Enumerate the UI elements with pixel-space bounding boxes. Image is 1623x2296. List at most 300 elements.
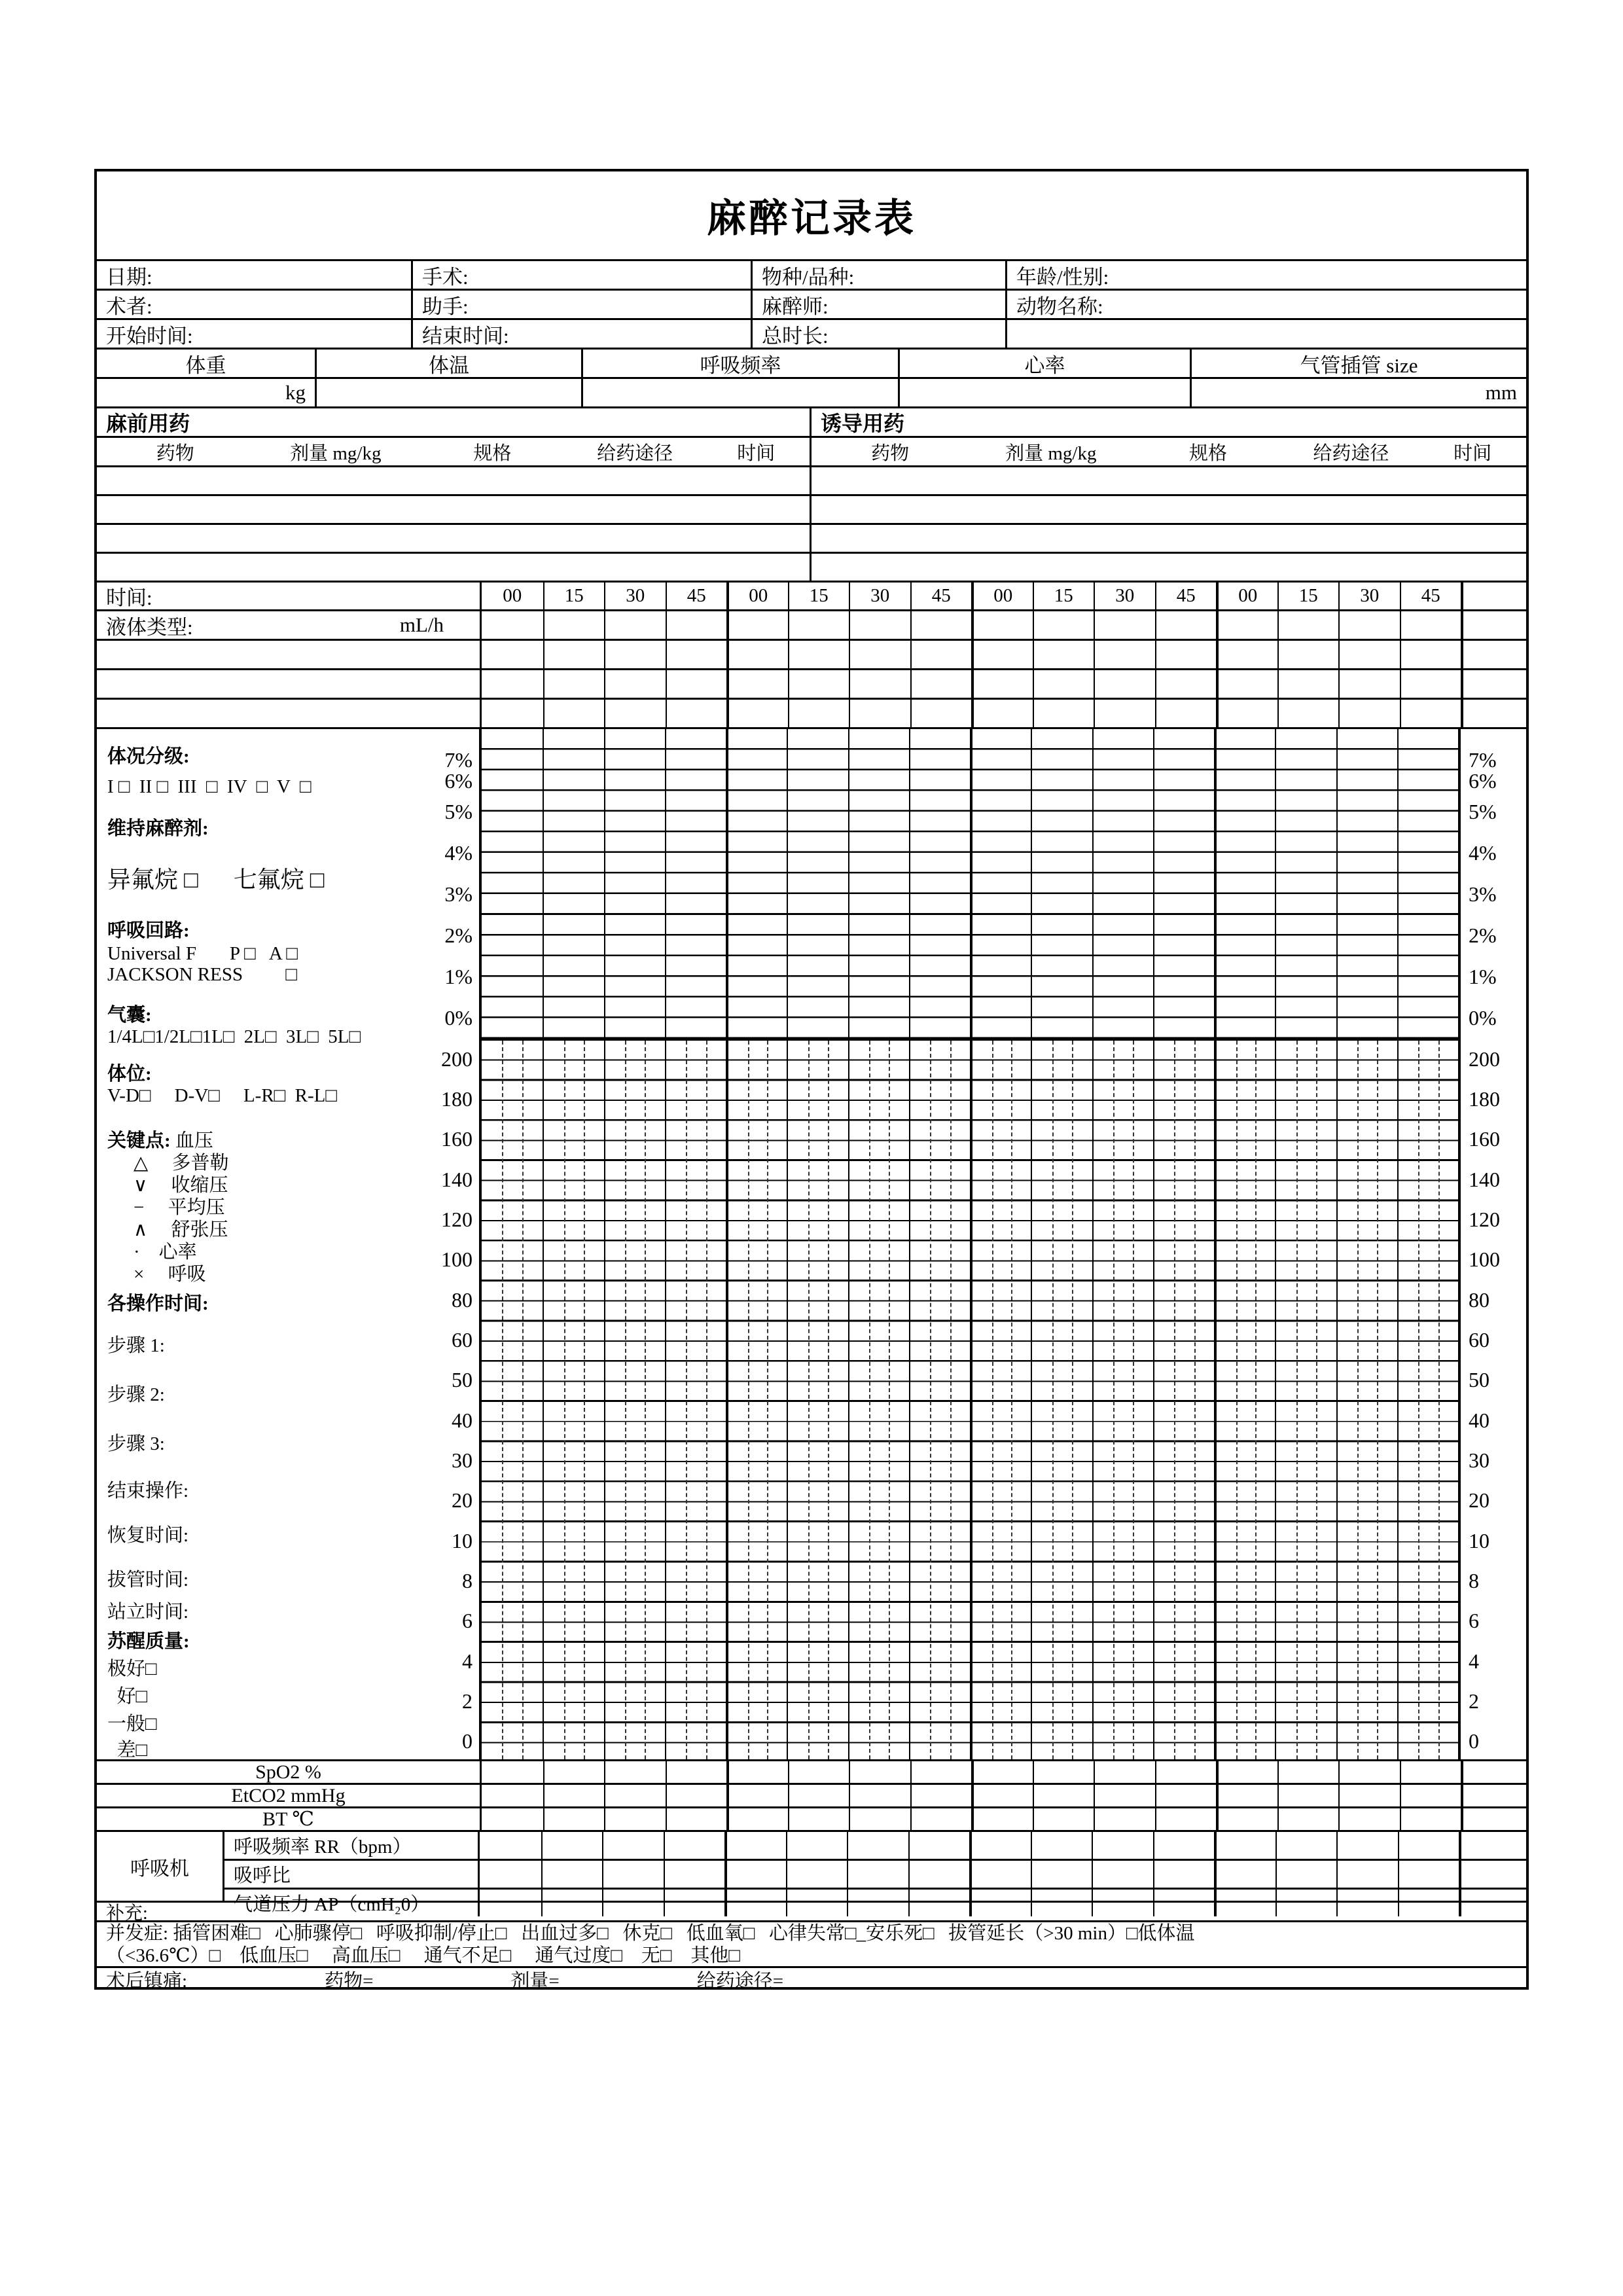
chart-grid-column — [665, 1041, 726, 1759]
chart-grid-column — [604, 729, 665, 1039]
end-op-label: 结束操作: — [107, 1480, 189, 1501]
legend-item: · 心率 — [134, 1242, 197, 1263]
chart-grid-column — [787, 729, 847, 1039]
monitoring-chart — [97, 729, 1526, 1761]
temperature-header: 体温 — [317, 350, 583, 377]
timeline-cell — [1400, 670, 1461, 698]
fluid-cell — [604, 611, 666, 639]
chart-grid-column — [543, 729, 603, 1039]
fluid-cell — [726, 611, 788, 639]
premed-columns — [97, 438, 812, 465]
percent-scale-label: 0% — [444, 1006, 473, 1030]
time-cell: 00 — [971, 583, 1033, 609]
vitals-scale-label: 20 — [1469, 1488, 1489, 1513]
vent-ie-cell — [1214, 1861, 1275, 1888]
chart-grid-column — [1153, 1041, 1214, 1759]
heart-rate-header: 心率 — [900, 350, 1192, 377]
spo2-cell — [910, 1761, 972, 1783]
spo2-cell — [1155, 1761, 1217, 1783]
vent-rr-cell — [1092, 1832, 1153, 1859]
induction-column-header: 规格 — [1189, 442, 1228, 464]
chart-grid-column — [604, 1041, 665, 1759]
legend-items — [107, 1152, 229, 1285]
timeline-cell — [1033, 641, 1094, 668]
percent-scale-label: 6% — [444, 769, 473, 793]
step3-label: 步骤 3: — [107, 1433, 165, 1454]
maintenance-label: 维持麻醉剂: — [107, 818, 209, 839]
timeline-cell — [849, 670, 910, 698]
premed-column-header: 剂量 mg/kg — [290, 442, 382, 464]
vent-rr-cell — [1031, 1832, 1092, 1859]
timeline-cell — [726, 670, 788, 698]
timeline-cell — [726, 700, 788, 727]
vent-ie-cell — [1031, 1861, 1092, 1888]
legend-item: △ 多普勒 — [134, 1153, 229, 1174]
time-cell: 00 — [726, 583, 788, 609]
chart-grids — [482, 729, 1458, 1759]
vitals-scale-label: 140 — [1469, 1167, 1500, 1191]
timeline-cell — [604, 641, 666, 668]
chart-grid-column — [1275, 1041, 1336, 1759]
time-cells — [482, 583, 1526, 609]
bt-cell — [1461, 1808, 1526, 1830]
vent-ie-cell — [480, 1861, 541, 1888]
grade-options: I □ II □ III □ IV □ V □ — [107, 776, 312, 797]
fluid-cell — [1155, 611, 1217, 639]
recovery-time-label: 恢复时间: — [107, 1525, 189, 1546]
time-cell: 15 — [1033, 583, 1094, 609]
legend-item: − 平均压 — [134, 1197, 225, 1218]
chart-sidebar — [97, 729, 482, 1759]
page-title: 麻醉记录表 — [707, 197, 916, 240]
bag-label: 气囊: — [107, 1005, 152, 1026]
induction-header-cell — [812, 408, 1526, 436]
etco2-cell — [543, 1785, 605, 1806]
etco2-cell — [849, 1785, 910, 1806]
drug-row-3 — [97, 525, 1526, 554]
vitals-scale-label: 0 — [1469, 1729, 1479, 1753]
species-field: 物种/品种: — [753, 261, 1007, 289]
etco2-cell — [604, 1785, 666, 1806]
chart-grid-column — [848, 1041, 909, 1759]
grade-label: 体况分级: — [107, 746, 190, 767]
percent-scale-label: 2% — [444, 924, 473, 947]
fluid-cell — [849, 611, 910, 639]
empty-label-cell — [97, 641, 482, 668]
timeline-cell — [482, 700, 543, 727]
med-section-header — [97, 408, 1526, 438]
spo2-cell — [726, 1761, 788, 1783]
timeline-cell — [1338, 700, 1400, 727]
timeline-cell — [604, 700, 666, 727]
percent-scale-label: 7% — [444, 748, 473, 772]
etco2-cell — [1338, 1785, 1400, 1806]
circuit-option-jackson: JACKSON RESS □ — [107, 964, 297, 985]
percent-scale-label: 4% — [1469, 841, 1497, 865]
chart-grid-column — [909, 1041, 970, 1759]
induction-column-header: 药物 — [871, 442, 910, 464]
timeline-cell — [1277, 670, 1339, 698]
induction-entry-cell — [812, 496, 1526, 523]
vent-ie-label: 吸呼比 — [224, 1861, 480, 1888]
animal-name-field: 动物名称: — [1016, 295, 1103, 318]
vent-rr-cell — [847, 1832, 908, 1859]
timeline-cell — [1033, 700, 1094, 727]
spo2-cell — [1216, 1761, 1277, 1783]
timeline-cell — [482, 670, 543, 698]
timeline-cell — [1400, 641, 1461, 668]
standing-time-label: 站立时间: — [107, 1602, 189, 1623]
fluid-row — [97, 611, 1526, 641]
spo2-row — [97, 1761, 1526, 1785]
vent-ie-cell — [664, 1861, 725, 1888]
timeline-cell — [482, 641, 543, 668]
vent-rr-cell — [664, 1832, 725, 1859]
vent-rr-cell — [908, 1832, 970, 1859]
percent-scale-label: 7% — [1469, 748, 1497, 772]
fluid-label-cell — [97, 611, 482, 639]
time-header-row — [97, 583, 1526, 611]
vent-ap-label: 气道压力 AP（cmH₂0） — [224, 1890, 480, 1916]
supplement-row — [97, 1903, 1526, 1922]
bt-row — [97, 1808, 1526, 1832]
time-cell: 30 — [1094, 583, 1155, 609]
vitals-scale-label: 120 — [1469, 1208, 1500, 1232]
chart-grid-column — [848, 729, 909, 1039]
fluid-cell — [1033, 611, 1094, 639]
chart-grid-column — [970, 1041, 1031, 1759]
fluid-cell — [1277, 611, 1339, 639]
vent-ie-cell — [1092, 1861, 1153, 1888]
vitals-scale-label: 80 — [1469, 1287, 1489, 1312]
premed-column-header: 规格 — [473, 442, 512, 464]
legend-item: ∨ 收缩压 — [134, 1175, 228, 1196]
info-row-2 — [97, 291, 1526, 320]
step2-label: 步骤 2: — [107, 1384, 165, 1405]
etco2-cell — [666, 1785, 727, 1806]
date-field: 日期: — [97, 261, 413, 289]
bt-cell — [604, 1808, 666, 1830]
premed-entry-cell — [97, 554, 812, 581]
spo2-cell — [482, 1761, 543, 1783]
vent-ie-cell — [908, 1861, 970, 1888]
surgery-field: 手术: — [413, 261, 753, 289]
bt-cell — [1277, 1808, 1339, 1830]
resp-rate-value-cell — [583, 379, 900, 406]
etco2-cell — [482, 1785, 543, 1806]
etco2-row — [97, 1785, 1526, 1808]
spo2-cell — [1400, 1761, 1461, 1783]
vent-rr-label: 呼吸频率 RR（bpm） — [224, 1832, 480, 1859]
age-sex-field: 年龄/性别: — [1016, 265, 1109, 289]
timeline-cell — [1033, 670, 1094, 698]
bt-cell — [788, 1808, 849, 1830]
surgeon-field: 术者: — [97, 291, 413, 318]
chart-grid-column — [1031, 1041, 1092, 1759]
vent-rr-cell — [541, 1832, 603, 1859]
title-row — [97, 171, 1526, 261]
timeline-cell — [788, 641, 849, 668]
spo2-cell — [971, 1761, 1033, 1783]
empty-label-cell — [97, 700, 482, 727]
vitals-scale-label: 50 — [452, 1368, 473, 1392]
etco2-cell — [1155, 1785, 1217, 1806]
time-cell — [1461, 583, 1526, 609]
timeline-cell — [788, 670, 849, 698]
percent-scale-label: 5% — [1469, 800, 1497, 823]
info-row-1 — [97, 261, 1526, 291]
vitals-scale-label: 40 — [1469, 1408, 1489, 1432]
premed-title: 麻前用药 — [106, 412, 190, 435]
drug-row-4 — [97, 554, 1526, 583]
vitals-scale-label: 30 — [1469, 1448, 1489, 1473]
timeline-cell — [1094, 670, 1155, 698]
vitals-values-row — [97, 379, 1526, 408]
vitals-scale-label: 50 — [1469, 1368, 1489, 1392]
etco2-cell — [726, 1785, 788, 1806]
ett-unit: mm — [1485, 381, 1517, 404]
vent-ie-row — [224, 1861, 1526, 1890]
vent-rr-cell — [1153, 1832, 1215, 1859]
vitals-scale-label: 6 — [462, 1609, 473, 1633]
quality-poor: 差□ — [107, 1740, 148, 1761]
fluid-cell — [1094, 611, 1155, 639]
etco2-cell — [1277, 1785, 1339, 1806]
fluid-cell — [543, 611, 605, 639]
percent-scale-label: 3% — [444, 882, 473, 906]
timeline-empty-row-1 — [97, 641, 1526, 670]
timeline-cell — [543, 641, 605, 668]
vitals-scale-label: 180 — [441, 1087, 473, 1111]
induction-column-header: 给药途径 — [1313, 442, 1389, 464]
timeline-cell — [1216, 670, 1277, 698]
vent-ie-cell — [1275, 1861, 1337, 1888]
vitals-scale-label: 8 — [1469, 1569, 1479, 1593]
resp-rate-header: 呼吸频率 — [583, 350, 900, 377]
timeline-cell — [910, 670, 972, 698]
timeline-cell — [1277, 700, 1339, 727]
vent-rr-cell — [480, 1832, 541, 1859]
quality-good: 好□ — [107, 1686, 148, 1707]
extubation-time-label: 拔管时间: — [107, 1570, 189, 1590]
timeline-cell — [726, 641, 788, 668]
time-cell: 15 — [543, 583, 605, 609]
timeline-empty-row-3 — [97, 700, 1526, 729]
total-duration-field: 总时长: — [753, 320, 1007, 348]
premed-column-header: 时间 — [737, 442, 776, 464]
ett-size-header: 气管插管 size — [1300, 353, 1418, 377]
ventilator-label: 呼吸机 — [97, 1832, 224, 1901]
timeline-cell — [1461, 641, 1526, 668]
induction-column-header: 剂量 mg/kg — [1005, 442, 1097, 464]
analgesia-label: 术后镇痛: — [106, 1971, 188, 1992]
chart-grid-column — [482, 1041, 543, 1759]
bt-cell — [1338, 1808, 1400, 1830]
timeline-cell — [1461, 700, 1526, 727]
vent-ie-cell — [969, 1861, 1031, 1888]
right-scale-strip — [1458, 729, 1526, 1759]
premed-column-header: 给药途径 — [597, 442, 673, 464]
etco2-cell — [1400, 1785, 1461, 1806]
spo2-cell — [1338, 1761, 1400, 1783]
vent-rr-cell — [969, 1832, 1031, 1859]
vitals-scale-label: 8 — [462, 1569, 473, 1593]
circuit-label: 呼吸回路: — [107, 920, 190, 941]
bt-cell — [726, 1808, 788, 1830]
vitals-scale-label: 0 — [462, 1729, 473, 1753]
time-label: 时间: — [97, 583, 482, 609]
timeline-cell — [666, 700, 727, 727]
spo2-cell — [788, 1761, 849, 1783]
vitals-scale-label: 10 — [452, 1528, 473, 1552]
maintenance-options: 异氟烷 □ 七氟烷 □ — [107, 867, 325, 893]
chart-grid-column — [1397, 729, 1458, 1039]
timeline-cell — [1216, 700, 1277, 727]
etco2-cell — [1216, 1785, 1277, 1806]
timeline-cell — [1094, 641, 1155, 668]
anesthesia-record-form — [94, 169, 1529, 1990]
bag-options: 1/4L□1/2L□1L□ 2L□ 3L□ 5L□ — [107, 1026, 361, 1047]
vent-rr-row — [224, 1832, 1526, 1861]
timeline-cell — [910, 641, 972, 668]
vent-ie-cell — [1398, 1861, 1459, 1888]
vent-rr-cell — [1398, 1832, 1459, 1859]
keypoints-bp: 血压 — [175, 1130, 213, 1151]
time-cell: 00 — [503, 585, 522, 606]
temperature-value-cell — [317, 379, 583, 406]
fluid-cell — [971, 611, 1033, 639]
timeline-cell — [910, 700, 972, 727]
bt-cell — [1155, 1808, 1217, 1830]
end-time-field: 结束时间: — [413, 320, 753, 348]
percent-scale-label: 6% — [1469, 769, 1497, 793]
vitals-scale-label: 200 — [441, 1047, 473, 1071]
vitals-scale-label: 200 — [1469, 1047, 1500, 1071]
vitals-header-row — [97, 350, 1526, 379]
vitals-scale-label: 30 — [452, 1448, 473, 1473]
vitals-scale-label: 60 — [452, 1328, 473, 1352]
vent-ie-cell — [541, 1861, 603, 1888]
vitals-scale-label: 6 — [1469, 1609, 1479, 1633]
induction-column-header: 时间 — [1454, 442, 1492, 464]
time-cell: 15 — [1277, 583, 1339, 609]
premed-entry-cell — [97, 525, 812, 552]
time-cell: 45 — [1155, 583, 1217, 609]
vitals-scale-label: 180 — [1469, 1087, 1500, 1111]
time-cell: 00 — [1216, 583, 1277, 609]
premed-entry-cell — [97, 496, 812, 523]
timeline-cell — [1094, 700, 1155, 727]
fluid-cell — [1461, 611, 1526, 639]
vitals-scale-label: 10 — [1469, 1528, 1489, 1552]
vent-ie-cell — [724, 1861, 786, 1888]
timeline-cell — [1216, 641, 1277, 668]
analgesia-dose: 剂量= — [510, 1971, 560, 1992]
timeline-cell — [971, 670, 1033, 698]
vent-ie-cell — [1459, 1861, 1526, 1888]
timeline-cell — [666, 641, 727, 668]
chart-grid-column — [665, 729, 726, 1039]
timeline-cell — [1400, 700, 1461, 727]
chart-grid-column — [1092, 729, 1153, 1039]
vent-rr-cell — [1459, 1832, 1526, 1859]
spo2-cell — [1461, 1761, 1526, 1783]
weight-unit: kg — [97, 379, 317, 406]
vitals-scale-label: 140 — [441, 1167, 473, 1191]
time-cell: 45 — [666, 583, 727, 609]
etco2-cell — [910, 1785, 972, 1806]
keypoints-line — [107, 1130, 229, 1152]
bt-cell — [849, 1808, 910, 1830]
vitals-scale-label: 120 — [441, 1208, 473, 1232]
timeline-cell — [971, 641, 1033, 668]
drug-row-1 — [97, 467, 1526, 496]
chart-grid-column — [909, 729, 970, 1039]
chart-grid-column — [726, 729, 787, 1039]
bt-cell — [543, 1808, 605, 1830]
assistant-field: 助手: — [413, 291, 753, 318]
vitals-scale-label: 80 — [452, 1287, 473, 1312]
timeline-cell — [1155, 670, 1217, 698]
vitals-scale-label: 100 — [441, 1247, 473, 1272]
med-columns-header — [97, 438, 1526, 467]
spo2-cell — [1094, 1761, 1155, 1783]
complications-line-1: 并发症: 插管困难□ 心肺骤停□ 呼吸抑制/停止□ 出血过多□ 休克□ 低血氧□ 心律失常□_安乐死□ 拔管延长（>30 min）□低体温 — [106, 1922, 1195, 1944]
quality-excellent: 极好□ — [107, 1659, 157, 1679]
timeline-empty-row-2 — [97, 670, 1526, 700]
etco2-cell — [788, 1785, 849, 1806]
percent-scale-label: 2% — [1469, 924, 1497, 947]
vitals-scale-label: 4 — [1469, 1649, 1479, 1673]
timeline-cell — [971, 700, 1033, 727]
chart-grid-column — [543, 1041, 603, 1759]
info-empty-cell — [1007, 320, 1526, 348]
vent-rr-cell — [1336, 1832, 1398, 1859]
weight-header: 体重 — [97, 350, 317, 377]
time-cell: 15 — [788, 583, 849, 609]
vent-ie-cell — [786, 1861, 847, 1888]
spo2-cell — [604, 1761, 666, 1783]
ventilator-rows — [224, 1832, 1526, 1915]
circuit-option-universal: Universal F P □ A □ — [107, 943, 298, 964]
position-label: 体位: — [107, 1064, 152, 1085]
induction-columns — [812, 438, 1526, 465]
vent-rr-cell — [602, 1832, 664, 1859]
timeline-cell — [1461, 670, 1526, 698]
induction-entry-cell — [812, 554, 1526, 581]
anesthetic-percent-grid — [482, 729, 1458, 1039]
complications-line-2: （<36.6℃）□ 低血压□ 高血压□ 通气不足□ 通气过度□ 无□ 其他□ — [106, 1945, 740, 1966]
info-row-3 — [97, 320, 1526, 350]
bt-cell — [971, 1808, 1033, 1830]
fluid-type-label: 液体类型: — [106, 615, 193, 639]
complications-row — [97, 1922, 1526, 1968]
fluid-cells — [482, 611, 1526, 639]
timeline-cell — [1277, 641, 1339, 668]
induction-title: 诱导用药 — [821, 412, 905, 435]
chart-grid-column — [1031, 729, 1092, 1039]
bt-cell — [1094, 1808, 1155, 1830]
bt-cell — [482, 1808, 543, 1830]
spo2-cell — [1277, 1761, 1339, 1783]
vent-rr-cell — [724, 1832, 786, 1859]
induction-entry-cell — [812, 525, 1526, 552]
fluid-cell — [788, 611, 849, 639]
time-cell: 30 — [849, 583, 910, 609]
vitals-scale-label: 60 — [1469, 1328, 1489, 1352]
vent-rr-cell — [786, 1832, 847, 1859]
bt-cell — [910, 1808, 972, 1830]
